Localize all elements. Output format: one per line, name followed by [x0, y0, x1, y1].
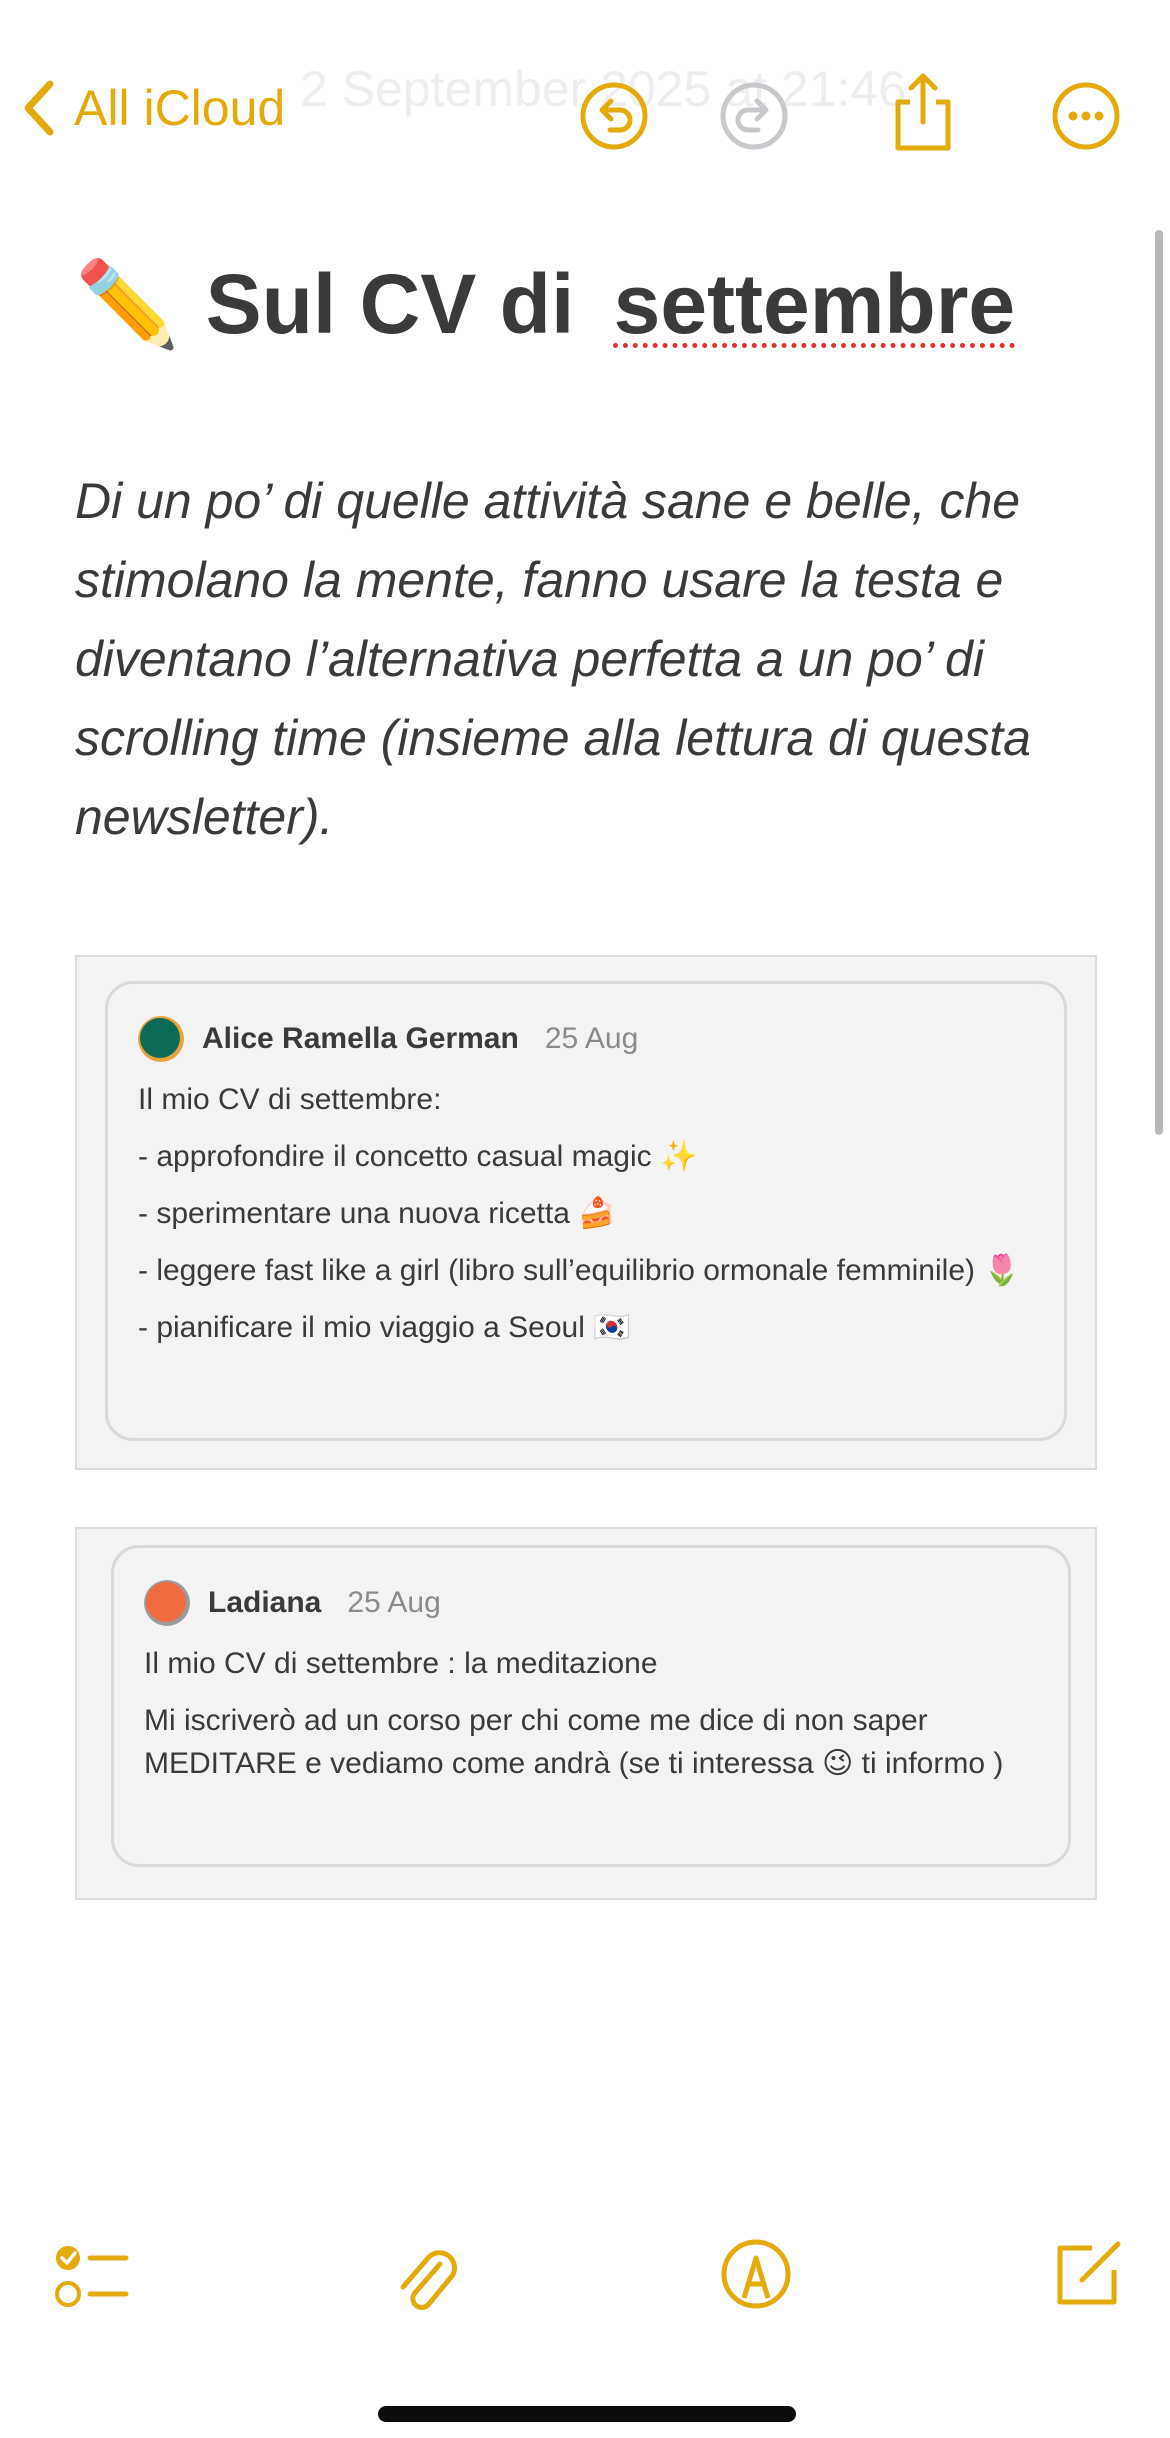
comment-line: Mi iscriverò ad un corso per chi come me dice di non saper MEDITARE e vediamo come andrà (se ti interessa 😉 ti informo ): [144, 1704, 1004, 1780]
embedded-comment-image: [75, 1527, 1097, 1900]
comment-line: - sperimentare una nuova ricetta 🍰: [138, 1197, 616, 1230]
chevron-left-icon: [22, 78, 56, 138]
comment-card: [105, 981, 1067, 1441]
checklist-button[interactable]: [54, 2240, 130, 2317]
comment-date: 25 Aug: [347, 1586, 441, 1619]
comment-line: - approfondire il concetto casual magic ✨: [138, 1140, 698, 1173]
embedded-comment-image: [75, 955, 1097, 1470]
comment-date: 25 Aug: [544, 1022, 639, 1055]
comment-header: [138, 1014, 1034, 1064]
note-title[interactable]: [75, 255, 1015, 354]
note-subtitle[interactable]: Di un po’ di quelle attività sane e belle, che stimolano la mente, fanno usare la testa e diventano l’alternativa perfetta a un po’ di scrolling time (insieme alla lettura di questa newsletter).: [75, 473, 1031, 845]
pencil-emoji: ✏️: [75, 257, 180, 351]
comment-line: Il mio CV di settembre : la meditazione: [144, 1647, 658, 1680]
markup-icon: [718, 2236, 794, 2312]
redo-button[interactable]: [718, 80, 790, 157]
markup-button[interactable]: [718, 2236, 794, 2317]
navigation-bar: [0, 0, 1170, 190]
comment-author: Alice Ramella German: [202, 1022, 519, 1055]
more-button[interactable]: [1050, 80, 1122, 157]
comment-line: Il mio CV di settembre:: [138, 1083, 442, 1116]
note-title-misspelled-word: settembre: [613, 257, 1016, 351]
share-icon: [888, 70, 958, 154]
back-label: All iCloud: [74, 80, 286, 136]
compose-button[interactable]: [1052, 2234, 1126, 2315]
comment-card: [111, 1545, 1071, 1867]
attachment-button[interactable]: [388, 2234, 464, 2323]
note-date-faded: 2 September 2025 at 21:46: [300, 61, 907, 117]
back-button[interactable]: [22, 78, 285, 138]
scroll-indicator[interactable]: [1155, 230, 1163, 1135]
comment-line: - leggere fast like a girl (libro sull’equilibrio ormonale femminile) 🌷: [138, 1254, 1021, 1287]
checklist-icon: [54, 2240, 130, 2312]
note-title-text: Sul CV di: [205, 257, 598, 351]
home-indicator[interactable]: [378, 2406, 796, 2422]
avatar: [138, 1016, 184, 1062]
share-button[interactable]: [888, 70, 958, 159]
comment-author: Ladiana: [208, 1586, 322, 1619]
undo-button[interactable]: [578, 80, 650, 157]
more-icon: [1050, 80, 1122, 152]
undo-icon: [578, 80, 650, 152]
avatar: [144, 1580, 190, 1626]
compose-icon: [1052, 2234, 1126, 2310]
comment-line: - pianificare il mio viaggio a Seoul 🇰🇷: [138, 1311, 631, 1344]
redo-icon: [718, 80, 790, 152]
comment-header: [144, 1578, 1038, 1628]
bottom-toolbar: [0, 2220, 1170, 2340]
attachment-icon: [388, 2234, 464, 2318]
